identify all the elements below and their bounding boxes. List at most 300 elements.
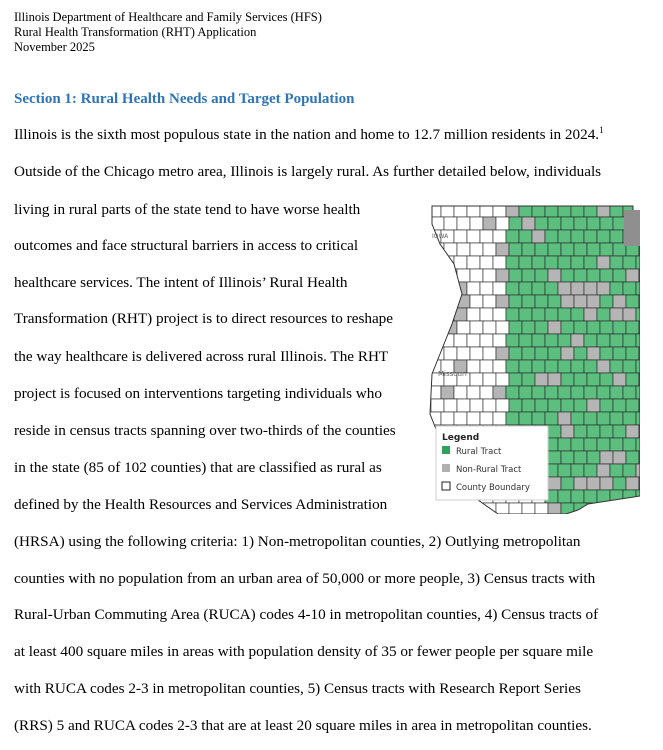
county-tract-cell <box>571 412 584 425</box>
county-tract-cell <box>584 334 597 347</box>
county-tract-cell <box>613 347 626 360</box>
county-tract-cell <box>483 347 496 360</box>
county-tract-cell <box>454 334 467 347</box>
county-tract-cell <box>636 282 640 295</box>
county-tract-cell <box>509 295 522 308</box>
paragraph-line: defined by the Health Resources and Services Administration <box>14 496 388 513</box>
county-tract-cell <box>480 360 493 373</box>
county-tract-cell <box>470 399 483 412</box>
county-tract-cell <box>509 373 522 386</box>
county-tract-cell <box>597 334 610 347</box>
county-tract-cell <box>470 503 483 514</box>
county-tract-cell <box>558 412 571 425</box>
paragraph-line: reside in census tracts spanning over two-thirds of the counties <box>14 422 396 439</box>
county-tract-cell <box>431 217 444 230</box>
county-tract-cell <box>532 334 545 347</box>
county-tract-cell <box>610 412 623 425</box>
county-tract-cell <box>467 308 480 321</box>
county-tract-cell <box>496 347 509 360</box>
header-agency: Illinois Department of Healthcare and Family Services (HFS) <box>14 10 322 24</box>
county-tract-cell <box>480 308 493 321</box>
county-tract-cell <box>496 295 509 308</box>
county-tract-cell <box>441 282 454 295</box>
county-tract-cell <box>444 217 457 230</box>
county-tract-cell <box>522 243 535 256</box>
county-tract-cell <box>522 269 535 282</box>
county-tract-cell <box>483 269 496 282</box>
county-tract-cell <box>558 490 571 503</box>
paragraph-line <box>14 126 604 144</box>
county-tract-cell <box>480 230 493 243</box>
county-tract-cell <box>600 321 613 334</box>
county-tract-cell <box>584 412 597 425</box>
county-tract-cell <box>626 295 639 308</box>
county-tract-cell <box>522 321 535 334</box>
county-tract-cell <box>532 282 545 295</box>
paragraph-line: counties with no population from an urban area of 50,000 or more people, 3) Census tracts with <box>14 570 596 587</box>
county-tract-cell <box>558 256 571 269</box>
county-tract-cell <box>480 256 493 269</box>
map-legend <box>436 426 548 500</box>
county-tract-cell <box>613 503 626 514</box>
county-tract-cell <box>467 360 480 373</box>
paragraph-line: living in rural parts of the state tend to have worse health <box>14 201 361 218</box>
county-tract-cell <box>558 334 571 347</box>
county-tract-cell <box>467 230 480 243</box>
county-tract-cell <box>532 386 545 399</box>
county-tract-cell <box>522 503 535 514</box>
county-tract-cell <box>428 308 441 321</box>
county-tract-cell <box>522 217 535 230</box>
county-tract-cell <box>470 347 483 360</box>
county-tract-cell <box>626 503 639 514</box>
county-tract-cell <box>600 425 613 438</box>
county-tract-cell <box>548 399 561 412</box>
county-tract-cell <box>548 477 561 490</box>
section-title: Section 1: Rural Health Needs and Target Population <box>14 91 355 107</box>
county-tract-cell <box>457 503 470 514</box>
county-tract-cell <box>597 464 610 477</box>
county-tract-cell <box>613 399 626 412</box>
county-tract-cell <box>623 360 636 373</box>
county-tract-cell <box>496 243 509 256</box>
map-label-missouri: Missouri <box>438 370 467 378</box>
county-tract-cell <box>493 256 506 269</box>
county-tract-cell <box>558 386 571 399</box>
line-text: Illinois is the sixth most populous state in the nation and home to 12.7 million residents in 2024. <box>14 126 600 143</box>
county-tract-cell <box>561 425 574 438</box>
county-tract-cell <box>587 321 600 334</box>
county-tract-cell <box>532 256 545 269</box>
county-tract-cell <box>431 269 444 282</box>
county-tract-cell <box>571 490 584 503</box>
county-tract-cell <box>558 464 571 477</box>
legend-label-county: County Boundary <box>456 483 530 493</box>
paragraph-line: Outside of the Chicago metro area, Illinois is largely rural. As further detailed below, individuals <box>14 163 602 180</box>
county-tract-cell <box>548 295 561 308</box>
county-tract-cell <box>431 399 444 412</box>
county-tract-cell <box>626 269 639 282</box>
county-tract-cell <box>584 282 597 295</box>
county-tract-cell <box>545 334 558 347</box>
county-tract-cell <box>454 386 467 399</box>
county-tract-cell <box>457 217 470 230</box>
county-tract-cell <box>428 386 441 399</box>
county-tract-cell <box>623 464 636 477</box>
county-tract-cell <box>597 230 610 243</box>
county-tract-cell <box>584 438 597 451</box>
county-tract-cell <box>600 243 613 256</box>
illinois-rural-tract-map <box>428 204 640 514</box>
county-tract-cell <box>610 464 623 477</box>
county-tract-cell <box>571 464 584 477</box>
county-tract-cell <box>444 503 457 514</box>
county-tract-cell <box>431 321 444 334</box>
county-tract-cell <box>535 399 548 412</box>
county-tract-cell <box>545 360 558 373</box>
county-tract-cell <box>613 451 626 464</box>
county-tract-cell <box>600 269 613 282</box>
county-tract-cell <box>535 269 548 282</box>
county-tract-cell <box>483 399 496 412</box>
county-tract-cell <box>584 386 597 399</box>
county-tract-cell <box>610 438 623 451</box>
county-tract-cell <box>574 347 587 360</box>
document-header <box>14 10 322 55</box>
county-tract-cell <box>428 256 441 269</box>
county-tract-cell <box>623 256 636 269</box>
county-tract-cell <box>519 256 532 269</box>
county-tract-cell <box>509 269 522 282</box>
paragraph-line: healthcare services. The intent of Illinois’ Rural Health <box>14 274 348 291</box>
county-tract-cell <box>457 399 470 412</box>
county-tract-cell <box>561 477 574 490</box>
map-label-iowa: IOWA <box>432 233 449 240</box>
county-tract-cell <box>522 399 535 412</box>
county-tract-cell <box>600 503 613 514</box>
county-tract-cell <box>454 230 467 243</box>
legend-label-rural: Rural Tract <box>456 447 502 457</box>
county-tract-cell <box>636 386 640 399</box>
county-tract-cell <box>493 308 506 321</box>
county-tract-cell <box>574 243 587 256</box>
county-tract-cell <box>587 269 600 282</box>
county-tract-cell <box>610 360 623 373</box>
county-tract-cell <box>584 360 597 373</box>
county-tract-cell <box>561 347 574 360</box>
county-tract-cell <box>613 425 626 438</box>
county-tract-cell <box>470 295 483 308</box>
county-tract-cell <box>561 399 574 412</box>
county-tract-cell <box>545 282 558 295</box>
county-tract-cell <box>610 334 623 347</box>
county-tract-cell <box>480 334 493 347</box>
county-tract-cell <box>470 217 483 230</box>
county-tract-cell <box>535 217 548 230</box>
county-tract-cell <box>610 308 623 321</box>
county-tract-cell <box>496 399 509 412</box>
county-tract-cell <box>470 321 483 334</box>
county-tract-cell <box>431 503 444 514</box>
county-tract-cell <box>444 347 457 360</box>
county-tract-cell <box>545 386 558 399</box>
county-tract-cell <box>626 321 639 334</box>
county-tract-cell <box>584 230 597 243</box>
county-tract-cell <box>548 321 561 334</box>
county-tract-cell <box>444 243 457 256</box>
footnote-ref[interactable]: 1 <box>599 124 604 135</box>
county-tract-cell <box>600 399 613 412</box>
county-tract-cell <box>467 256 480 269</box>
county-tract-cell <box>623 282 636 295</box>
county-tract-cell <box>587 217 600 230</box>
county-tract-cell <box>548 269 561 282</box>
county-tract-cell <box>548 217 561 230</box>
county-tract-cell <box>535 321 548 334</box>
county-tract-cell <box>519 282 532 295</box>
county-tract-cell <box>587 399 600 412</box>
county-tract-cell <box>571 308 584 321</box>
county-tract-cell <box>623 438 636 451</box>
paragraph-line: (RRS) 5 and RUCA codes 2-3 that are at least 20 square miles in area in metropolitan counties. <box>14 717 592 734</box>
county-tract-cell <box>428 334 441 347</box>
county-tract-cell <box>571 282 584 295</box>
county-tract-cell <box>454 412 467 425</box>
legend-title: Legend <box>442 433 480 443</box>
county-tract-cell <box>613 295 626 308</box>
county-tract-cell <box>561 217 574 230</box>
county-tract-cell <box>600 477 613 490</box>
county-tract-cell <box>571 230 584 243</box>
county-tract-cell <box>636 438 640 451</box>
county-tract-cell <box>574 217 587 230</box>
county-tract-cell <box>610 256 623 269</box>
county-tract-cell <box>571 256 584 269</box>
county-tract-cell <box>613 373 626 386</box>
county-tract-cell <box>532 230 545 243</box>
county-tract-cell <box>493 412 506 425</box>
county-tract-cell <box>548 373 561 386</box>
county-tract-cell <box>441 308 454 321</box>
county-tract-cell <box>587 347 600 360</box>
county-tract-cell <box>626 373 639 386</box>
paragraph-line: Transformation (RHT) project is to direct resources to reshape <box>14 310 394 327</box>
county-tract-cell <box>532 360 545 373</box>
county-tract-cell <box>623 334 636 347</box>
map-graphic <box>428 204 640 514</box>
county-tract-cell <box>483 373 496 386</box>
county-tract-cell <box>522 295 535 308</box>
county-tract-cell <box>509 399 522 412</box>
county-tract-cell <box>506 386 519 399</box>
county-tract-cell <box>441 256 454 269</box>
county-tract-cell <box>558 360 571 373</box>
county-tract-cell <box>470 269 483 282</box>
county-tract-cell <box>597 282 610 295</box>
county-tract-cell <box>561 295 574 308</box>
county-tract-cell <box>600 295 613 308</box>
county-tract-cell <box>444 399 457 412</box>
county-tract-cell <box>561 243 574 256</box>
paragraph-line: the way healthcare is delivered across rural Illinois. The RHT <box>14 348 389 365</box>
county-tract-cell <box>574 477 587 490</box>
county-tract-cell <box>600 451 613 464</box>
county-tract-cell <box>571 334 584 347</box>
county-tract-cell <box>509 321 522 334</box>
county-tract-cell <box>480 412 493 425</box>
county-tract-cell <box>561 321 574 334</box>
county-tract-cell <box>535 243 548 256</box>
county-tract-cell <box>519 308 532 321</box>
county-tract-cell <box>626 451 639 464</box>
county-tract-cell <box>623 386 636 399</box>
county-tract-cell <box>574 425 587 438</box>
county-tract-cell <box>545 412 558 425</box>
county-tract-cell <box>480 386 493 399</box>
county-tract-cell <box>587 425 600 438</box>
header-application: Rural Health Transformation (RHT) Application <box>14 25 257 39</box>
county-tract-cell <box>636 360 640 373</box>
county-tract-cell <box>483 321 496 334</box>
county-tract-cell <box>597 308 610 321</box>
county-tract-cell <box>454 308 467 321</box>
county-tract-cell <box>587 477 600 490</box>
county-tract-cell <box>467 282 480 295</box>
paragraph-line: with RUCA codes 2-3 in metropolitan counties, 5) Census tracts with Research Report Series <box>14 680 581 697</box>
county-tract-cell <box>444 295 457 308</box>
county-tract-cell <box>548 347 561 360</box>
county-tract-cell <box>623 308 636 321</box>
county-tract-cell <box>457 269 470 282</box>
county-tract-cell <box>496 503 509 514</box>
county-tract-cell <box>506 308 519 321</box>
county-tract-cell <box>522 347 535 360</box>
county-tract-cell <box>571 438 584 451</box>
county-tract-cell <box>558 282 571 295</box>
county-tract-cell <box>597 386 610 399</box>
county-tract-cell <box>535 373 548 386</box>
county-tract-cell <box>454 256 467 269</box>
county-tract-cell <box>506 230 519 243</box>
paragraph-line: project is focused on interventions targeting individuals who <box>14 385 382 402</box>
county-tract-cell <box>519 334 532 347</box>
county-tract-cell <box>561 269 574 282</box>
county-tract-cell <box>457 347 470 360</box>
county-tract-cell <box>613 321 626 334</box>
paragraph-line: in the state (85 of 102 counties) that are classified as rural as <box>14 459 382 476</box>
county-tract-cell <box>574 295 587 308</box>
county-tract-cell <box>480 282 493 295</box>
county-tract-cell <box>470 373 483 386</box>
legend-label-non-rural: Non-Rural Tract <box>456 465 522 475</box>
county-tract-cell <box>493 334 506 347</box>
county-tract-cell <box>574 451 587 464</box>
county-tract-cell <box>584 308 597 321</box>
paragraph-line: at least 400 square miles in areas with population density of 35 or fewer people per square mile <box>14 643 594 660</box>
county-tract-cell <box>496 269 509 282</box>
legend-swatch-rural <box>442 446 450 454</box>
county-tract-cell <box>548 451 561 464</box>
county-tract-cell <box>574 321 587 334</box>
paragraph-line: (HRSA) using the following criteria: 1) Non-metropolitan counties, 2) Outlying metropolitan <box>14 533 581 550</box>
county-tract-cell <box>574 269 587 282</box>
county-tract-cell <box>600 347 613 360</box>
county-tract-cell <box>535 295 548 308</box>
county-tract-cell <box>548 243 561 256</box>
county-tract-cell <box>532 308 545 321</box>
county-tract-cell <box>587 451 600 464</box>
county-tract-cell <box>610 230 623 243</box>
county-tract-cell <box>584 464 597 477</box>
county-tract-cell <box>610 282 623 295</box>
county-tract-cell <box>548 425 561 438</box>
county-tract-cell <box>626 425 639 438</box>
header-date: November 2025 <box>14 40 95 54</box>
county-tract-cell <box>522 373 535 386</box>
county-tract-cell <box>457 243 470 256</box>
county-tract-cell <box>519 230 532 243</box>
county-tract-cell <box>636 308 640 321</box>
county-tract-cell <box>483 243 496 256</box>
county-tract-cell <box>626 347 639 360</box>
paragraph-line: Rural-Urban Commuting Area (RUCA) codes 4-10 in metropolitan counties, 4) Census tracts of <box>14 606 599 623</box>
county-tract-cell <box>519 360 532 373</box>
legend-swatch-non-rural <box>442 464 450 472</box>
county-tract-cell <box>584 256 597 269</box>
county-tract-cell <box>597 412 610 425</box>
county-tract-cell <box>574 399 587 412</box>
county-tract-cell <box>506 256 519 269</box>
county-tract-cell <box>545 256 558 269</box>
county-tract-cell <box>496 321 509 334</box>
county-tract-cell <box>506 360 519 373</box>
county-tract-cell <box>532 412 545 425</box>
county-tract-cell <box>600 217 613 230</box>
county-tract-cell <box>636 256 640 269</box>
county-tract-cell <box>558 438 571 451</box>
county-tract-cell <box>587 373 600 386</box>
county-tract-cell <box>597 438 610 451</box>
county-tract-cell <box>493 386 506 399</box>
county-tract-cell <box>561 373 574 386</box>
county-tract-cell <box>626 399 639 412</box>
county-tract-cell <box>467 334 480 347</box>
county-tract-cell <box>545 308 558 321</box>
county-tract-cell <box>623 412 636 425</box>
county-tract-cell <box>509 347 522 360</box>
county-tract-cell <box>509 503 522 514</box>
county-tract-cell <box>626 477 639 490</box>
county-tract-cell <box>600 373 613 386</box>
county-tract-cell <box>561 451 574 464</box>
county-tract-cell <box>493 282 506 295</box>
county-tract-cell <box>470 243 483 256</box>
county-tract-cell <box>587 243 600 256</box>
county-tract-cell <box>571 386 584 399</box>
county-tract-cell <box>519 412 532 425</box>
county-tract-cell <box>496 373 509 386</box>
county-tract-cell <box>574 373 587 386</box>
county-tract-cell <box>610 490 623 503</box>
county-tract-cell <box>496 217 509 230</box>
county-tract-cell <box>587 295 600 308</box>
county-tract-cell <box>493 230 506 243</box>
county-tract-cell <box>506 282 519 295</box>
county-tract-cell <box>483 295 496 308</box>
county-tract-cell <box>584 490 597 503</box>
county-tract-cell <box>597 256 610 269</box>
county-tract-cell <box>441 386 454 399</box>
